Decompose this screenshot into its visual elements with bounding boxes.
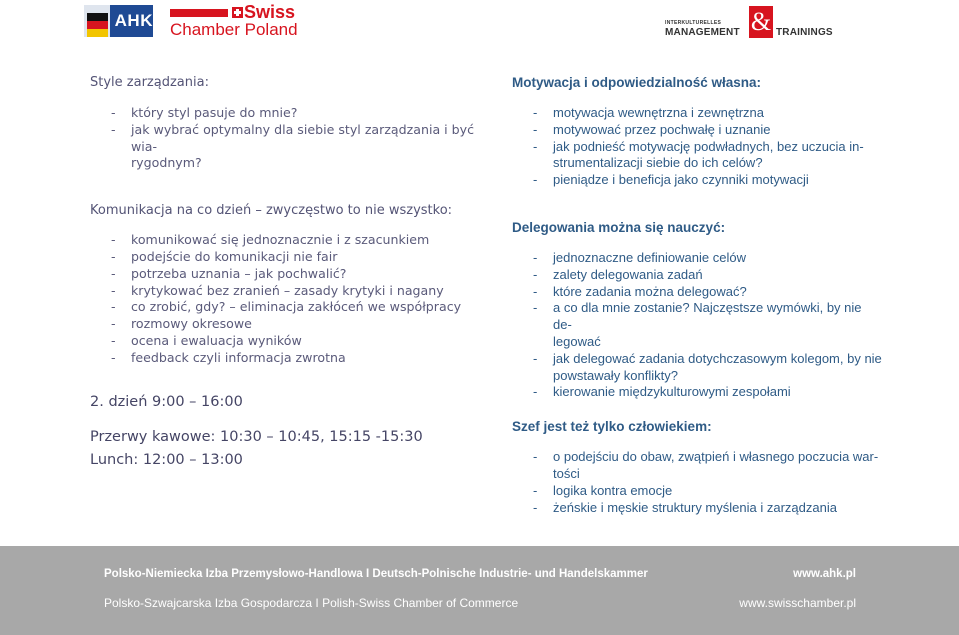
- page-footer: [0, 546, 959, 635]
- flags-icon: [84, 5, 110, 37]
- list-item: - jednoznaczne definiowanie celów: [512, 250, 882, 267]
- list-item: - które zadania można delegować?: [512, 284, 882, 301]
- list-item: - jak podnieść motywację podwładnych, bez uczucia in-: [512, 139, 882, 156]
- footer-row: [104, 596, 856, 610]
- list-item: - co zrobić, gdy? – eliminacja zakłóceń we współpracy: [90, 299, 480, 316]
- day-schedule: 2. dzień 9:00 – 16:00: [90, 393, 243, 410]
- list-item: - komunikować się jednoznacznie i z szacunkiem: [90, 232, 480, 249]
- list-item: - kierowanie międzykulturowymi zespołami: [512, 384, 882, 401]
- list-item: - potrzeba uznania – jak pochwalić?: [90, 266, 480, 283]
- section-list: [90, 105, 480, 172]
- list-item: - logika kontra emocje: [512, 483, 882, 500]
- list-item: - krytykować bez zranień – zasady krytyki i nagany: [90, 283, 480, 300]
- section-list: [512, 105, 882, 189]
- section-list: [512, 449, 882, 516]
- list-item: - ocena i ewaluacja wyników: [90, 333, 480, 350]
- list-item: - o podejściu do obaw, zwątpień i własnego poczucia war-: [512, 449, 882, 466]
- right-column: [512, 74, 882, 516]
- list-item-continuation: strumentalizacji siebie do ich celów?: [553, 155, 763, 171]
- list-item: - który styl pasuje do mnie?: [90, 105, 480, 122]
- list-item: - motywacja wewnętrzna i zewnętrzna: [512, 105, 882, 122]
- list-item: - jak wybrać optymalny dla siebie styl zarządzania i być wia-: [90, 122, 480, 156]
- list-item: - podejście do komunikacji nie fair: [90, 249, 480, 266]
- list-item: - a co dla mnie zostanie? Najczęstsze wymówki, by nie de-: [512, 300, 882, 334]
- list-item: - pieniądze i beneficja jako czynniki motywacji: [512, 172, 882, 189]
- section-title: Szef jest też tylko człowiekiem:: [512, 419, 712, 435]
- intercultural-management-logo: INTERKULTURELLES MANAGEMENT & TRAININGS: [665, 7, 833, 38]
- ampersand-icon: &: [750, 7, 772, 36]
- section-title: Komunikacja na co dzień – zwyczęstwo to nie wszystko:: [90, 203, 453, 219]
- page-header: [0, 0, 959, 50]
- list-item: - motywować przez pochwałę i uznanie: [512, 122, 882, 139]
- list-item-continuation: legować: [553, 333, 601, 349]
- footer-website-link[interactable]: www.ahk.pl: [793, 568, 856, 580]
- swiss-cross-icon: [232, 7, 243, 18]
- list-item: - feedback czyli informacja zwrotna: [90, 350, 480, 367]
- list-item-continuation: powstawały konflikty?: [553, 367, 678, 383]
- footer-website-link[interactable]: www.swisschamber.pl: [739, 596, 856, 610]
- section-title: Delegowania można się nauczyć:: [512, 219, 726, 235]
- list-item-continuation: tości: [553, 465, 580, 481]
- left-column: [90, 74, 480, 471]
- list-item: - jak delegować zadania dotychczasowym kolegom, by nie: [512, 351, 882, 368]
- list-item: - zalety delegowania zadań: [512, 267, 882, 284]
- footer-org-name: Polsko-Niemiecka Izba Przemysłowo-Handlowa I Deutsch-Polnische Industrie- und Handelskammer: [104, 568, 648, 580]
- section-title: Motywacja i odpowiedzialność własna:: [512, 75, 762, 90]
- coffee-breaks: Przerwy kawowe: 10:30 – 10:45, 15:15 -15:30: [90, 429, 423, 446]
- ahk-logo-text: AHK: [114, 11, 153, 30]
- section-list: [90, 232, 480, 366]
- section-list: [512, 250, 882, 401]
- lunch-time: Lunch: 12:00 – 13:00: [90, 451, 243, 468]
- footer-row: [104, 568, 856, 580]
- ahk-logo: [84, 5, 153, 37]
- footer-org-name: Polsko-Szwajcarska Izba Gospodarcza I Polish-Swiss Chamber of Commerce: [104, 596, 519, 610]
- list-item-continuation: rygodnym?: [131, 155, 202, 171]
- swiss-chamber-logo: Swiss Chamber Poland: [170, 2, 298, 39]
- list-item: - żeńskie i męskie struktury myślenia i zarządzania: [512, 500, 882, 517]
- section-title: Style zarządzania:: [90, 75, 209, 90]
- list-item: - rozmowy okresowe: [90, 316, 480, 333]
